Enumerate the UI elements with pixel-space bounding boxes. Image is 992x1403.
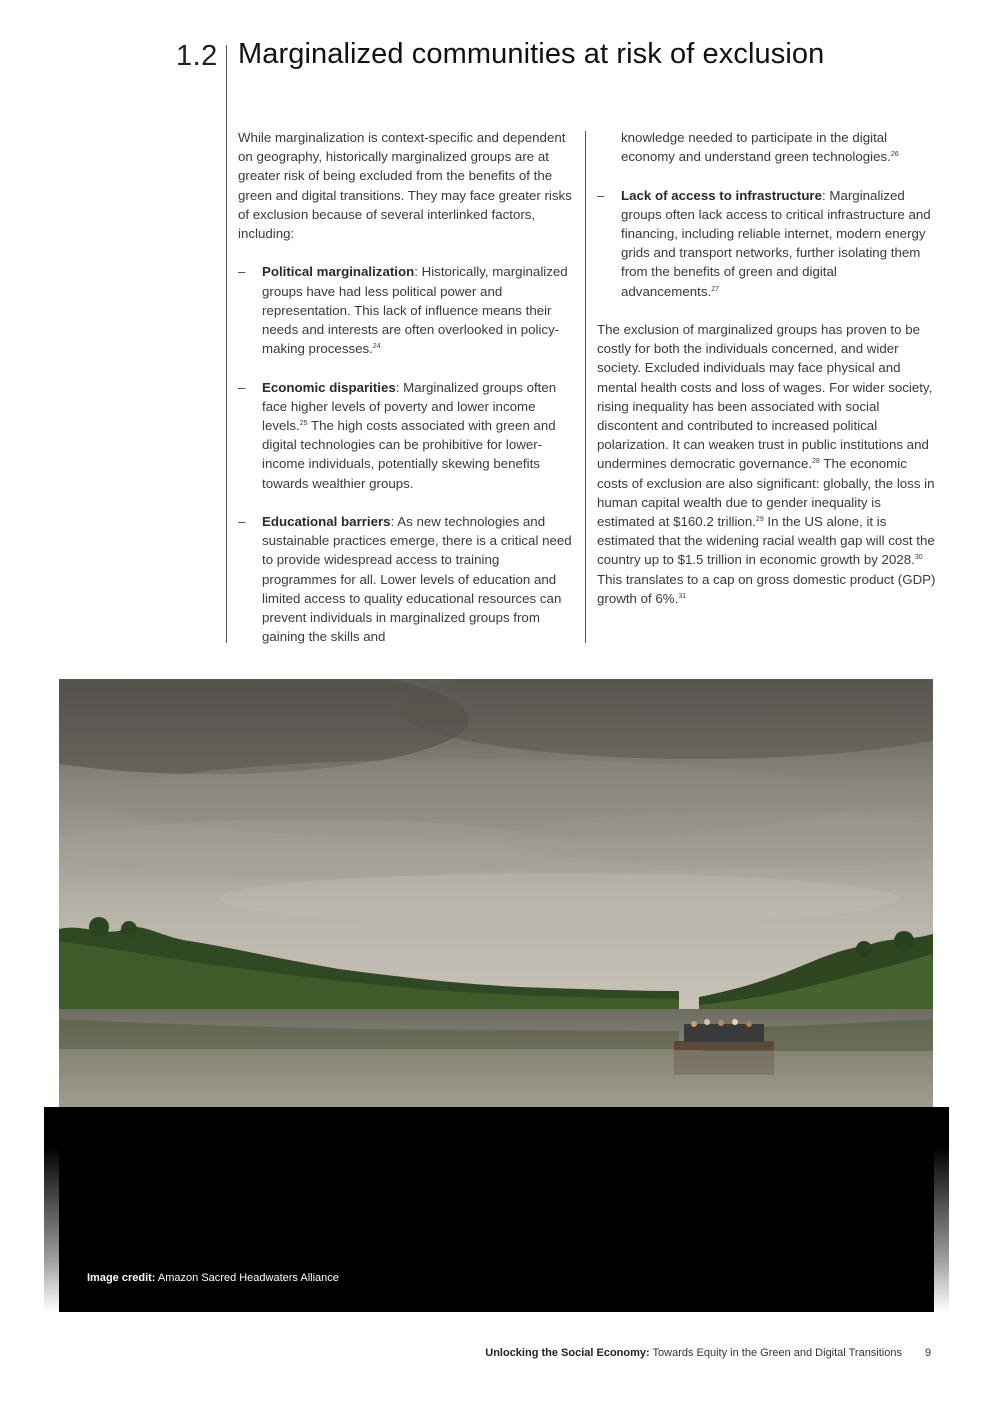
bullet-title: Lack of access to infrastructure bbox=[621, 187, 823, 203]
bullet-dash: – bbox=[597, 187, 605, 203]
bullet-text: : Marginalized groups often lack access to critical infrastructure and financing, including reliable internet, modern energy grids and transport networks, further isolating them from the benefits of green and digital advancements. bbox=[621, 187, 931, 299]
bullet-dash: – bbox=[238, 379, 246, 395]
bullet-title: Political marginalization bbox=[262, 264, 415, 280]
image-credit bbox=[87, 1272, 339, 1284]
footnote-ref[interactable]: 26 bbox=[890, 151, 899, 159]
exclusion-cost-paragraph bbox=[597, 320, 937, 608]
footnote-ref[interactable]: 25 bbox=[299, 420, 308, 428]
bullet-educational-barriers bbox=[238, 512, 576, 646]
bullet-infrastructure bbox=[597, 186, 937, 301]
footer-title-rest: Towards Equity in the Green and Digital Transitions bbox=[649, 1347, 902, 1359]
footnote-ref[interactable]: 24 bbox=[372, 343, 381, 351]
footnote-ref[interactable]: 29 bbox=[755, 516, 764, 524]
footnote-ref[interactable]: 28 bbox=[812, 458, 820, 466]
river-photo bbox=[59, 679, 933, 1107]
bullet-text: The high costs associated with green and digital technologies can be prohibitive for lower-income individuals, potentially skewing benefits towards wealthier groups. bbox=[262, 418, 556, 491]
bullet-text: : Marginalized groups often face higher levels of poverty and lower income levels. bbox=[262, 379, 557, 434]
column-divider bbox=[585, 131, 586, 643]
image-credit-text: Amazon Sacred Headwaters Alliance bbox=[155, 1272, 339, 1284]
river-scene-illustration bbox=[59, 679, 933, 1107]
right-column bbox=[597, 128, 937, 627]
page-number: 9 bbox=[925, 1347, 932, 1359]
bullet-economic-disparities bbox=[238, 378, 576, 493]
bullet-political-marginalization bbox=[238, 262, 576, 358]
section-divider bbox=[226, 45, 227, 643]
left-column bbox=[238, 128, 576, 666]
bullet-dash: – bbox=[238, 264, 246, 280]
bullet-title: Educational barriers bbox=[262, 514, 391, 530]
bullet-dash: – bbox=[238, 514, 246, 530]
section-number: 1.2 bbox=[176, 40, 218, 72]
paragraph-text: In the US alone, it is estimated that the widening racial wealth gap will cost the country up to $1.5 trillion in economic growth by 2028. bbox=[597, 514, 935, 568]
bullet-text: : Historically, marginalized groups have had less political power and representation. This lack of influence means their needs and interests are often overlooked in policy-making processes. bbox=[262, 264, 568, 357]
image-credit-label: Image credit: bbox=[87, 1272, 156, 1284]
footer-title-bold: Unlocking the Social Economy: bbox=[485, 1347, 650, 1359]
bullet-continuation bbox=[597, 128, 937, 166]
bullet-text: knowledge needed to participate in the digital economy and understand green technologies. bbox=[621, 130, 891, 165]
footnote-ref[interactable]: 31 bbox=[678, 592, 687, 600]
paragraph-text: The exclusion of marginalized groups has proven to be costly for both the individuals concerned, and wider society. Excluded individuals may face physical and mental health costs and loss of wages. For wider society, rising inequality has been associated with social discontent and contributed to increased political polarization. It can weaken trust in public institutions and undermines democratic governance. bbox=[597, 322, 933, 472]
paragraph-text: This translates to a cap on gross domestic product (GDP) growth of 6%. bbox=[597, 571, 936, 606]
bullet-text: : As new technologies and sustainable practices emerge, there is a critical need to provide widespread access to training programmes for all. Lower levels of education and limited access to quality educational resources can prevent individuals in marginalized groups from gaining the skills and bbox=[262, 514, 572, 645]
intro-paragraph: While marginalization is context-specific and dependent on geography, historically marginalized groups are at greater risk of being excluded from the benefits of the green and digital transitions. They may face greater risks of exclusion because of several interlinked factors, including: bbox=[238, 130, 572, 242]
footnote-ref[interactable]: 30 bbox=[914, 554, 923, 562]
bullet-title: Economic disparities bbox=[262, 379, 396, 395]
section-title: Marginalized communities at risk of exclusion bbox=[238, 38, 825, 70]
paragraph-text: The economic costs of exclusion are also significant: globally, the loss in human capital wealth due to gender inequality is estimated at $160.2 trillion. bbox=[597, 456, 935, 530]
footer-title bbox=[485, 1347, 902, 1359]
footnote-ref[interactable]: 27 bbox=[711, 285, 719, 293]
